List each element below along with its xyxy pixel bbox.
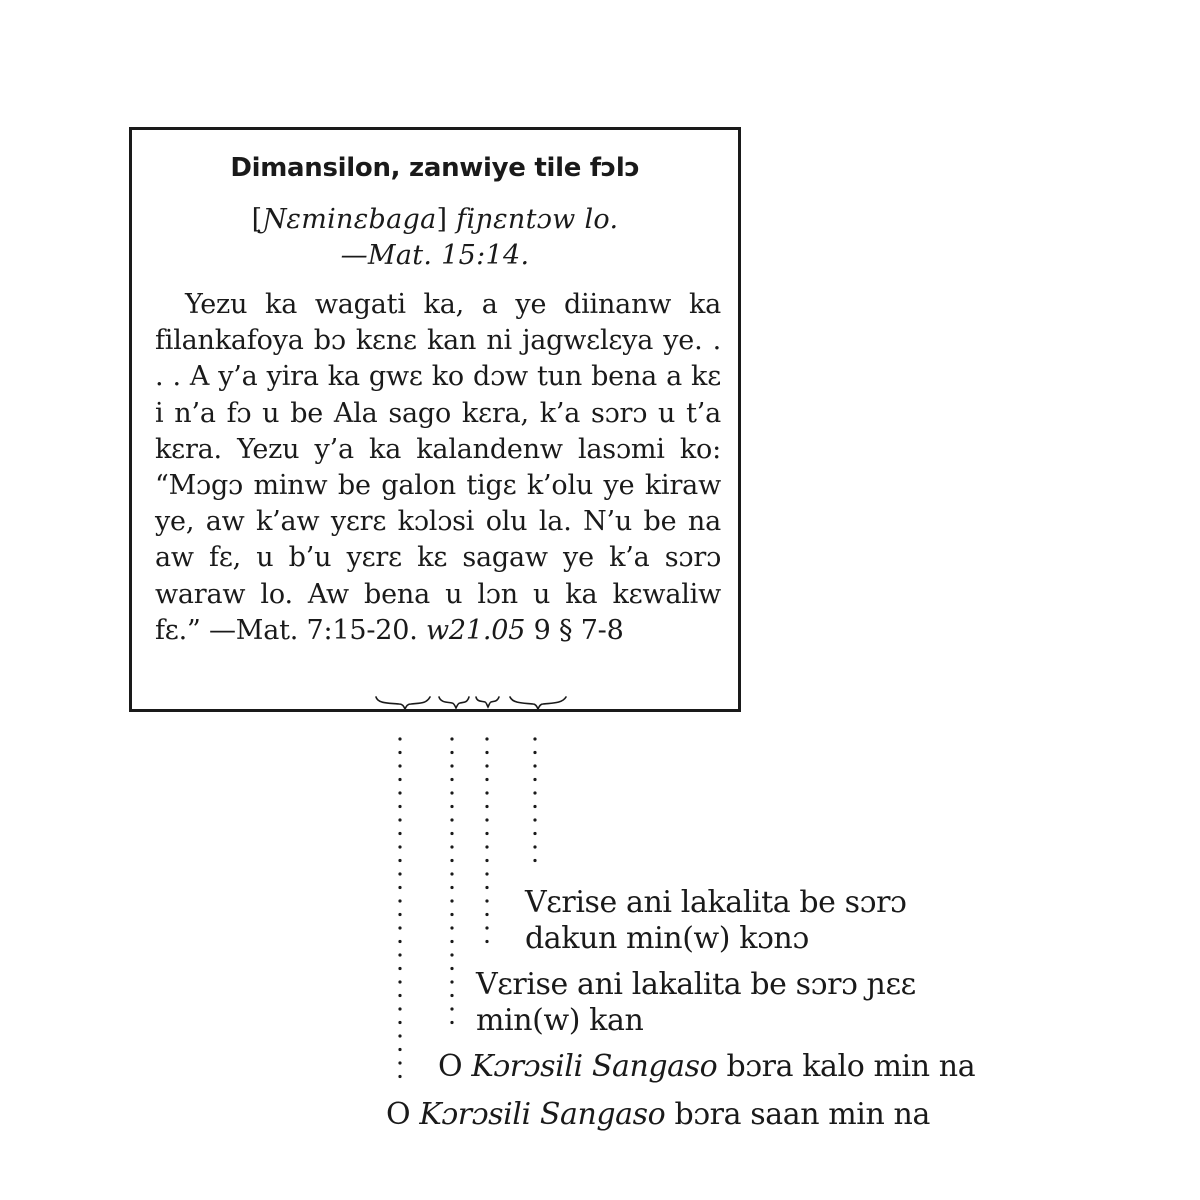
theme-bracketed-word: Ɲɛminɛbaga: [262, 204, 437, 235]
annotation-page-line2: min(w) kan: [476, 1003, 644, 1038]
annotation-paragraphs-line2: dakun min(w) kɔnɔ: [525, 921, 809, 956]
annotation-year-prefix: O: [386, 1097, 420, 1132]
annotation-issue-prefix: O: [438, 1049, 472, 1084]
annotation-issue-suffix: bɔra kalo min na: [717, 1049, 976, 1084]
annotation-issue: [438, 1049, 975, 1085]
brace-page: [476, 697, 499, 707]
reference-paragraphs: 7-8: [580, 614, 624, 646]
annotation-paragraphs: [525, 885, 906, 957]
theme-open-bracket: [: [251, 204, 263, 235]
theme-close-bracket: ]: [436, 204, 448, 235]
annotation-year: [386, 1097, 930, 1133]
annotation-page: [476, 967, 916, 1039]
theme-scripture-reference: —Mat. 15:14.: [340, 240, 530, 271]
annotation-paragraphs-line1: Vɛrise ani lakalita be sɔrɔ: [525, 885, 907, 920]
brace-issue: [439, 697, 469, 708]
annotation-page-line1: Vɛrise ani lakalita be sɔrɔ ɲɛɛ: [476, 967, 916, 1002]
annotation-year-magazine: Kɔrɔsili Sangaso: [419, 1097, 666, 1132]
reference-publication-code: w21.05: [426, 614, 526, 646]
reference-page: 9: [533, 614, 551, 646]
brace-publication: [376, 697, 430, 709]
annotation-issue-magazine: Kɔrɔsili Sangaso: [471, 1049, 718, 1084]
reference-paragraph-sign: §: [558, 614, 573, 646]
brace-paragraphs: [510, 697, 566, 709]
annotation-year-suffix: bɔra saan min na: [665, 1097, 930, 1132]
daily-text-date: Dimansilon, zanwiye tile fɔlɔ: [230, 153, 640, 183]
theme-text: fiɲɛntɔw lo.: [447, 204, 619, 235]
paragraph-text: Yezu ka wagati ka, a ye diinanw ka filankafoya bɔ kɛnɛ kan ni jagwɛlɛya ye. . . . A y’a yira ka gwɛ ko dɔw tun bena a kɛ i n’a fɔ u be Ala sago kɛra, k’a sɔrɔ u t’a kɛra. Yezu y’a ka kalandenw lasɔmi ko: “Mɔgɔ minw be galon tigɛ k’olu ye kiraw ye, aw k’aw yɛrɛ kɔlɔsi olu la. N’u be na aw fɛ, u b’u yɛrɛ kɛ sagaw ye k’a sɔrɔ waraw lo. Aw bena u lɔn u ka kɛwaliw fɛ.” —Mat. 7:15-20.: [155, 289, 721, 646]
